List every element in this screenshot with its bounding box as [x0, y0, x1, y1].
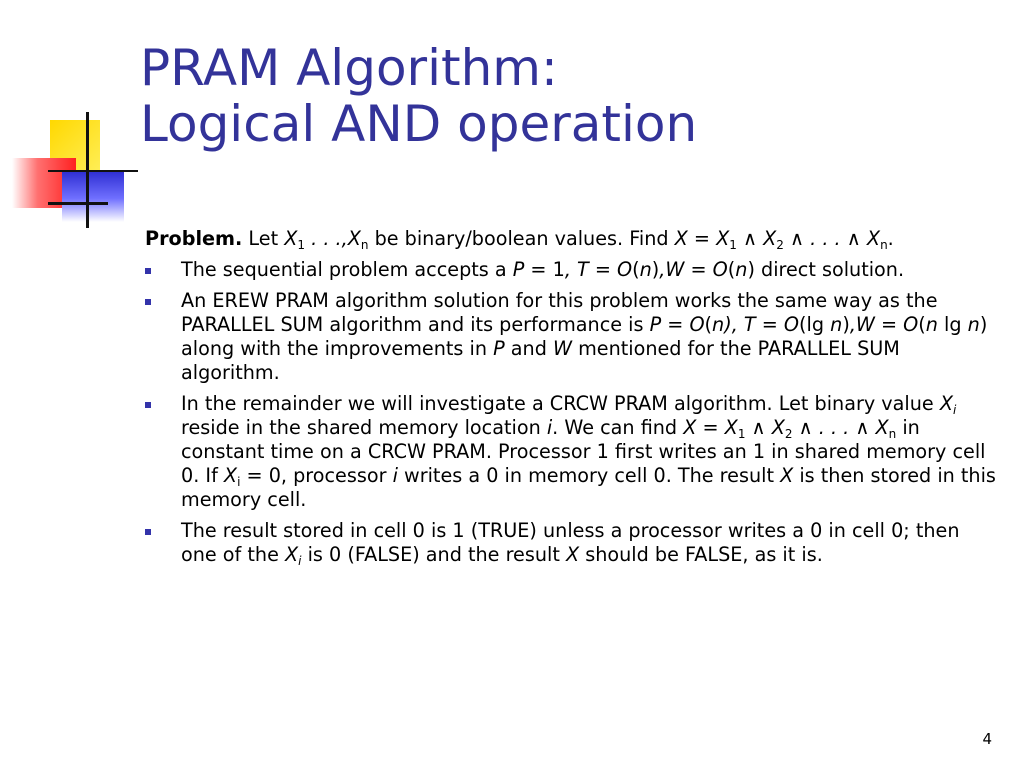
var: i: [392, 464, 398, 487]
subscript: 1: [297, 238, 306, 252]
text: (: [918, 313, 926, 336]
text: =: [661, 313, 690, 336]
var: n: [967, 313, 980, 336]
text: =: [684, 258, 713, 281]
text: (: [704, 313, 713, 336]
subscript: n: [888, 427, 897, 441]
logo-horizontal-line-2: [48, 202, 108, 205]
bullet-square-icon: [145, 402, 151, 408]
decorative-logo: [0, 100, 140, 230]
subscript: i: [298, 554, 302, 568]
var: n: [712, 313, 725, 336]
title-line-1: PRAM Algorithm:: [140, 39, 558, 97]
var: X: [763, 227, 777, 250]
var: P: [512, 258, 525, 281]
bullet-square-icon: [145, 529, 151, 535]
and-operator: ∧ . . . ∧: [783, 227, 867, 250]
var: i: [546, 416, 553, 439]
var: T: [737, 313, 756, 336]
text: In the remainder we will investigate a CRCW PRAM algorithm. Let binary value: [181, 392, 940, 415]
bullet-item-2: [145, 289, 1000, 385]
var: ,W: [659, 258, 685, 281]
text: Let: [242, 227, 285, 250]
text: be binary/boolean values. Find: [368, 227, 675, 250]
text: and: [504, 337, 553, 360]
logo-blue-square: [62, 170, 124, 222]
and-operator: ∧: [745, 416, 772, 439]
text: ): [651, 258, 660, 281]
var: n: [925, 313, 938, 336]
var: P: [649, 313, 662, 336]
var: X: [285, 543, 299, 566]
bullet-square-icon: [145, 299, 151, 305]
var: n: [830, 313, 843, 336]
var: X: [866, 227, 881, 250]
subscript: 2: [776, 238, 784, 252]
var: X: [939, 392, 953, 415]
page-number: 4: [982, 730, 992, 748]
var: X: [347, 227, 361, 250]
var: W: [552, 337, 572, 360]
var: n: [735, 258, 748, 281]
subscript: 1: [729, 238, 737, 252]
and-operator: ∧: [736, 227, 764, 250]
text: in constant time on a CRCW PRAM. Processor 1 first writes an 1 in shared memory cell 0. If: [181, 416, 986, 487]
subscript: 1: [737, 427, 746, 441]
var: X: [716, 227, 730, 250]
var: X: [683, 416, 697, 439]
text: is 0 (FALSE) and the result: [301, 543, 566, 566]
var: ,W: [849, 313, 875, 336]
text: An EREW PRAM algorithm solution for this problem works the same way as the PARALLEL SUM algorithm and its performance is: [181, 289, 938, 336]
var: X: [771, 416, 785, 439]
var: X: [565, 543, 580, 566]
text: =: [588, 258, 618, 281]
slide-title: [140, 40, 1000, 152]
bullet-square-icon: [145, 268, 151, 274]
text: reside in the shared memory location: [181, 416, 547, 439]
text: ): [842, 313, 850, 336]
text: is then stored in this memory cell.: [181, 464, 996, 511]
var: O: [689, 313, 705, 336]
var: O: [903, 313, 919, 336]
var: X: [674, 227, 688, 250]
subscript: n: [360, 238, 369, 252]
var: O: [783, 313, 800, 336]
text: =: [874, 313, 904, 336]
subscript: n: [880, 238, 888, 252]
text: The sequential problem accepts a: [181, 258, 513, 281]
bullet-item-3: [145, 392, 1000, 512]
var: X: [724, 416, 738, 439]
text: .: [887, 227, 894, 250]
var: O: [617, 258, 633, 281]
text: (: [727, 258, 736, 281]
text: = 1: [524, 258, 565, 281]
text: =: [696, 416, 725, 439]
var: X: [875, 416, 889, 439]
text: =: [755, 313, 784, 336]
var: O: [712, 258, 728, 281]
text: ) along with the improvements in: [181, 313, 988, 360]
text: ),: [724, 313, 738, 336]
var: n: [639, 258, 652, 281]
var: X: [284, 227, 298, 250]
text: should be FALSE, as it is.: [579, 543, 823, 566]
text: writes a 0 in memory cell 0. The result: [397, 464, 781, 487]
text: = 0, processor: [240, 464, 393, 487]
subscript: i: [952, 403, 957, 417]
text: lg: [937, 313, 968, 336]
text: mentioned for the PARALLEL SUM algorithm.: [181, 337, 900, 384]
var: X: [223, 464, 238, 487]
title-line-2: Logical AND operation: [140, 95, 698, 153]
and-operator: ∧ . . . ∧: [792, 416, 876, 439]
problem-label: Problem.: [145, 227, 243, 250]
text: (: [632, 258, 640, 281]
text: =: [687, 227, 717, 250]
text: . We can find: [552, 416, 684, 439]
bullet-item-4: [145, 519, 1000, 567]
subscript: i: [237, 475, 241, 489]
var: P: [493, 337, 505, 360]
problem-statement: [145, 227, 1000, 251]
text: The result stored in cell 0 is 1 (TRUE) unless a processor writes a 0 in cell 0; then one of the: [181, 519, 960, 566]
text: ) direct solution.: [747, 258, 905, 281]
bullet-item-1: [145, 258, 1000, 282]
slide-body: [145, 227, 1000, 574]
var: , T: [564, 258, 589, 281]
logo-horizontal-line: [48, 170, 138, 172]
var: X: [780, 464, 794, 487]
ellipsis: . . .,: [305, 227, 348, 250]
subscript: 2: [784, 427, 793, 441]
text: (lg: [799, 313, 831, 336]
